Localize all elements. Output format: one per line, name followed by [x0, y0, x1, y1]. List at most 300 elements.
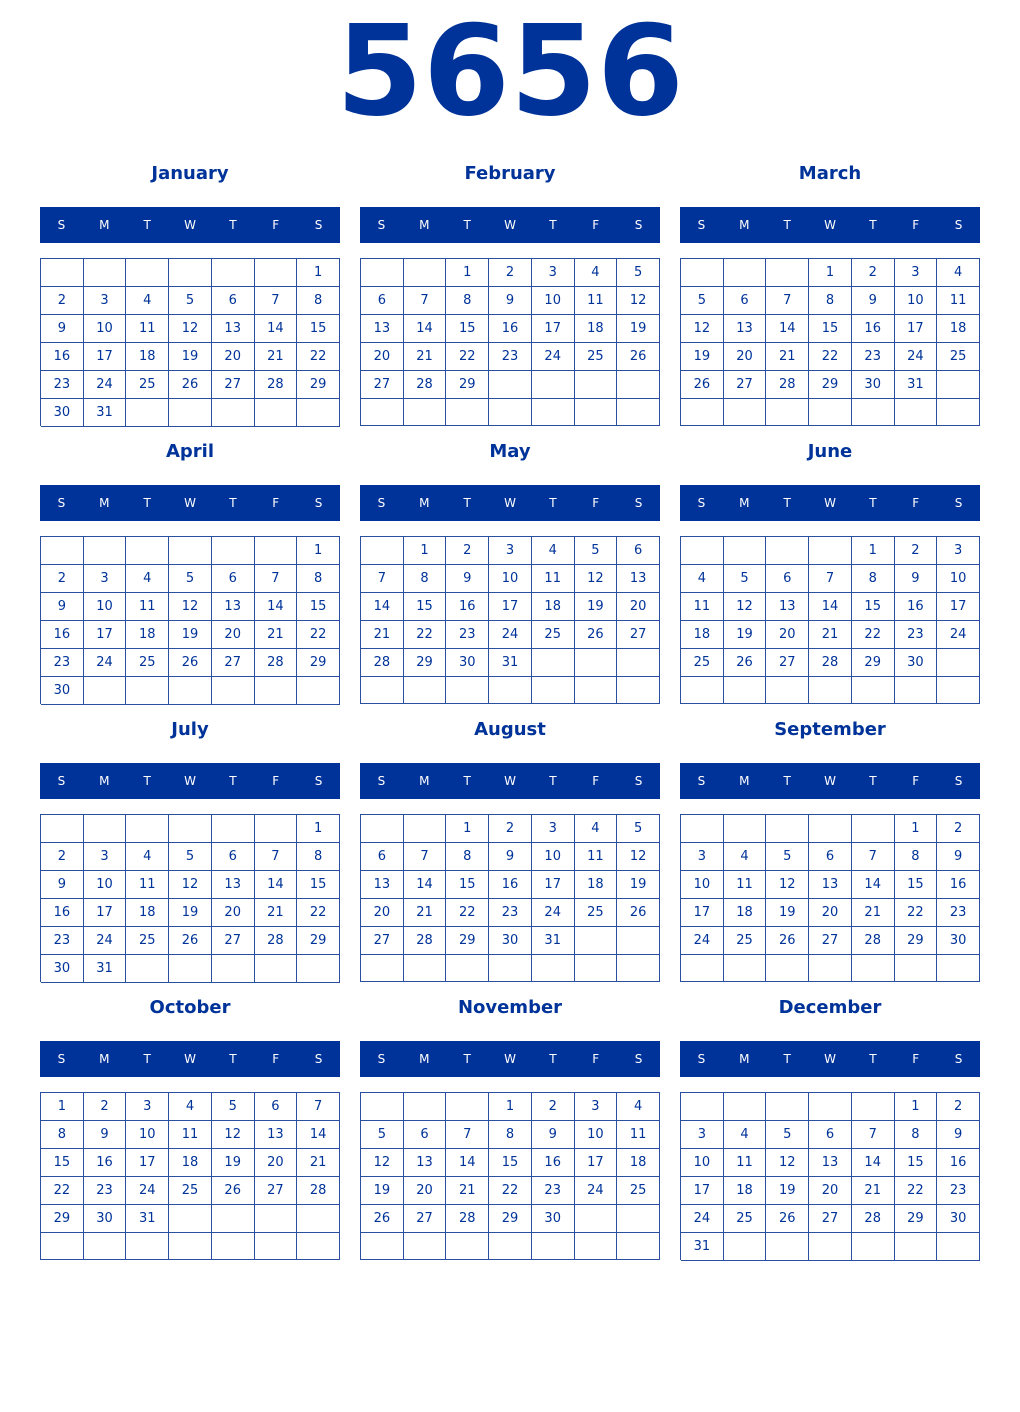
empty-day-cell	[361, 1233, 404, 1260]
day-cell: 27	[809, 1205, 852, 1233]
empty-day-cell	[532, 649, 575, 677]
day-cell: 21	[446, 1177, 489, 1205]
day-cell: 15	[489, 1149, 532, 1177]
empty-day-cell	[84, 537, 127, 565]
empty-day-cell	[212, 1205, 255, 1233]
day-cell: 31	[895, 371, 938, 399]
day-cell: 18	[724, 899, 767, 927]
empty-day-cell	[361, 399, 404, 426]
day-cell: 7	[852, 1121, 895, 1149]
day-cell: 22	[895, 1177, 938, 1205]
empty-day-cell	[84, 259, 127, 287]
weekday-label: T	[229, 496, 237, 510]
day-cell: 12	[169, 315, 212, 343]
day-cell: 14	[404, 871, 447, 899]
day-cell: 10	[937, 565, 980, 593]
weekday-label: F	[912, 218, 920, 232]
empty-day-cell	[681, 399, 724, 426]
day-cell: 9	[532, 1121, 575, 1149]
empty-day-cell	[446, 399, 489, 426]
day-cell: 1	[895, 815, 938, 843]
day-cell: 2	[41, 843, 84, 871]
empty-day-cell	[446, 955, 489, 982]
day-cell: 1	[297, 259, 340, 287]
day-cell: 19	[766, 1177, 809, 1205]
day-cell: 17	[532, 315, 575, 343]
weekday-label: T	[463, 1052, 471, 1066]
day-cell: 23	[489, 899, 532, 927]
day-cell: 20	[255, 1149, 298, 1177]
day-cell: 11	[575, 287, 618, 315]
day-cell: 27	[361, 371, 404, 399]
day-cell: 3	[126, 1093, 169, 1121]
day-cell: 17	[126, 1149, 169, 1177]
day-cell: 3	[681, 1121, 724, 1149]
empty-day-cell	[681, 815, 724, 843]
weekday-label: T	[869, 218, 877, 232]
day-cell: 17	[84, 343, 127, 371]
day-cell: 28	[404, 927, 447, 955]
day-cell: 11	[126, 871, 169, 899]
weekday-header	[680, 485, 980, 521]
day-cell: 14	[255, 593, 298, 621]
day-cell: 3	[681, 843, 724, 871]
weekday-label: F	[592, 218, 600, 232]
month-name: October	[149, 997, 231, 1018]
day-cell: 8	[404, 565, 447, 593]
empty-day-cell	[766, 399, 809, 426]
day-cell: 8	[297, 843, 340, 871]
empty-day-cell	[212, 1233, 255, 1260]
day-cell: 20	[617, 593, 660, 621]
empty-day-cell	[126, 259, 169, 287]
weekday-label: S	[697, 1052, 706, 1066]
weekday-label: T	[549, 218, 557, 232]
day-cell: 8	[809, 287, 852, 315]
weekday-label: M	[99, 1052, 110, 1066]
empty-day-cell	[724, 815, 767, 843]
month-name: July	[171, 719, 209, 740]
empty-day-cell	[895, 677, 938, 704]
empty-day-cell	[255, 399, 298, 427]
day-cell: 3	[84, 843, 127, 871]
weekday-label: T	[783, 218, 791, 232]
empty-day-cell	[724, 537, 767, 565]
day-cell: 16	[937, 871, 980, 899]
day-cell: 1	[489, 1093, 532, 1121]
month-name: January	[151, 163, 229, 184]
empty-day-cell	[169, 677, 212, 705]
month-name: December	[778, 997, 882, 1018]
empty-day-cell	[297, 1205, 340, 1233]
day-cell: 12	[169, 871, 212, 899]
day-cell: 23	[41, 649, 84, 677]
day-cell: 1	[404, 537, 447, 565]
day-cell: 5	[575, 537, 618, 565]
day-cell: 13	[617, 565, 660, 593]
day-cell: 27	[212, 649, 255, 677]
day-cell: 23	[84, 1177, 127, 1205]
empty-day-cell	[937, 1233, 980, 1261]
empty-day-cell	[404, 955, 447, 982]
day-cell: 9	[41, 315, 84, 343]
empty-day-cell	[84, 1233, 127, 1260]
day-cell: 29	[41, 1205, 84, 1233]
weekday-label: S	[377, 218, 386, 232]
day-cell: 27	[809, 927, 852, 955]
empty-day-cell	[724, 955, 767, 982]
day-cell: 8	[895, 843, 938, 871]
empty-day-cell	[681, 259, 724, 287]
weekday-label: F	[272, 218, 280, 232]
empty-day-cell	[212, 537, 255, 565]
empty-day-cell	[532, 955, 575, 982]
empty-day-cell	[361, 537, 404, 565]
day-cell: 12	[617, 287, 660, 315]
weekday-label: T	[143, 1052, 151, 1066]
day-cell: 29	[852, 649, 895, 677]
day-cell: 10	[532, 843, 575, 871]
empty-day-cell	[724, 399, 767, 426]
weekday-label: W	[504, 218, 516, 232]
empty-day-cell	[126, 399, 169, 427]
day-cell: 26	[617, 343, 660, 371]
empty-day-cell	[852, 677, 895, 704]
weekday-label: M	[419, 774, 430, 788]
day-cell: 30	[41, 955, 84, 983]
day-cell: 22	[852, 621, 895, 649]
day-cell: 18	[724, 1177, 767, 1205]
day-cell: 24	[895, 343, 938, 371]
day-cell: 28	[852, 1205, 895, 1233]
empty-day-cell	[255, 259, 298, 287]
day-cell: 1	[852, 537, 895, 565]
day-cell: 25	[575, 343, 618, 371]
month-name: June	[807, 441, 853, 462]
weekday-header	[40, 207, 340, 243]
day-cell: 22	[297, 899, 340, 927]
day-cell: 12	[617, 843, 660, 871]
day-cell: 17	[489, 593, 532, 621]
day-cell: 28	[255, 927, 298, 955]
day-cell: 10	[575, 1121, 618, 1149]
weekday-label: M	[419, 1052, 430, 1066]
empty-day-cell	[766, 1233, 809, 1261]
weekday-label: F	[912, 774, 920, 788]
day-grid	[680, 258, 980, 426]
weekday-header	[360, 485, 660, 521]
day-cell: 6	[255, 1093, 298, 1121]
day-cell: 14	[255, 871, 298, 899]
day-cell: 27	[617, 621, 660, 649]
weekday-label: T	[463, 774, 471, 788]
empty-day-cell	[126, 955, 169, 983]
day-cell: 10	[84, 315, 127, 343]
weekday-label: S	[377, 1052, 386, 1066]
day-cell: 7	[297, 1093, 340, 1121]
month-name: March	[798, 163, 862, 184]
day-cell: 24	[84, 649, 127, 677]
day-cell: 28	[852, 927, 895, 955]
weekday-label: S	[314, 774, 323, 788]
day-cell: 3	[84, 565, 127, 593]
day-cell: 18	[575, 315, 618, 343]
day-cell: 6	[809, 843, 852, 871]
day-cell: 1	[446, 259, 489, 287]
day-cell: 19	[361, 1177, 404, 1205]
day-cell: 7	[404, 287, 447, 315]
day-cell: 22	[297, 343, 340, 371]
day-cell: 30	[84, 1205, 127, 1233]
day-cell: 25	[575, 899, 618, 927]
empty-day-cell	[404, 1233, 447, 1260]
day-cell: 5	[212, 1093, 255, 1121]
day-cell: 21	[361, 621, 404, 649]
day-cell: 5	[617, 259, 660, 287]
empty-day-cell	[532, 399, 575, 426]
day-cell: 11	[724, 1149, 767, 1177]
weekday-label: S	[634, 774, 643, 788]
day-cell: 17	[84, 899, 127, 927]
weekday-label: M	[419, 218, 430, 232]
empty-day-cell	[169, 1205, 212, 1233]
day-cell: 24	[575, 1177, 618, 1205]
empty-day-cell	[532, 677, 575, 704]
weekday-label: F	[272, 1052, 280, 1066]
weekday-header	[40, 485, 340, 521]
day-cell: 15	[297, 593, 340, 621]
month-name: November	[457, 997, 563, 1018]
weekday-label: S	[377, 774, 386, 788]
day-cell: 25	[937, 343, 980, 371]
day-cell: 18	[617, 1149, 660, 1177]
empty-day-cell	[169, 1233, 212, 1260]
day-cell: 15	[809, 315, 852, 343]
day-cell: 20	[212, 621, 255, 649]
weekday-label: S	[954, 218, 963, 232]
day-cell: 7	[361, 565, 404, 593]
day-cell: 21	[404, 343, 447, 371]
weekday-label: F	[912, 1052, 920, 1066]
day-cell: 22	[446, 343, 489, 371]
weekday-label: W	[824, 774, 836, 788]
empty-day-cell	[617, 955, 660, 982]
weekday-label: S	[314, 1052, 323, 1066]
day-grid	[40, 536, 340, 704]
weekday-label: S	[57, 1052, 66, 1066]
weekday-label: W	[824, 496, 836, 510]
weekday-label: F	[592, 496, 600, 510]
day-cell: 5	[361, 1121, 404, 1149]
day-cell: 4	[126, 287, 169, 315]
day-cell: 23	[852, 343, 895, 371]
day-cell: 6	[809, 1121, 852, 1149]
weekday-label: T	[143, 496, 151, 510]
day-cell: 18	[126, 899, 169, 927]
day-cell: 5	[766, 1121, 809, 1149]
day-cell: 30	[532, 1205, 575, 1233]
day-cell: 6	[724, 287, 767, 315]
empty-day-cell	[446, 1093, 489, 1121]
day-cell: 9	[489, 287, 532, 315]
day-cell: 22	[446, 899, 489, 927]
empty-day-cell	[532, 371, 575, 399]
day-cell: 20	[212, 343, 255, 371]
weekday-label: F	[592, 774, 600, 788]
weekday-label: T	[549, 774, 557, 788]
weekday-label: T	[783, 1052, 791, 1066]
day-cell: 12	[766, 1149, 809, 1177]
weekday-label: T	[783, 496, 791, 510]
empty-day-cell	[895, 1233, 938, 1261]
day-grid	[40, 1092, 340, 1260]
day-cell: 4	[937, 259, 980, 287]
day-cell: 6	[766, 565, 809, 593]
weekday-label: T	[783, 774, 791, 788]
empty-day-cell	[852, 1093, 895, 1121]
day-cell: 15	[852, 593, 895, 621]
day-cell: 28	[255, 649, 298, 677]
empty-day-cell	[532, 1233, 575, 1260]
empty-day-cell	[809, 1233, 852, 1261]
day-cell: 19	[681, 343, 724, 371]
day-cell: 19	[617, 315, 660, 343]
day-cell: 30	[446, 649, 489, 677]
day-cell: 26	[169, 649, 212, 677]
day-cell: 19	[169, 343, 212, 371]
day-grid	[680, 1092, 980, 1260]
empty-day-cell	[361, 955, 404, 982]
day-cell: 11	[169, 1121, 212, 1149]
weekday-label: S	[697, 496, 706, 510]
day-cell: 14	[446, 1149, 489, 1177]
day-cell: 17	[575, 1149, 618, 1177]
day-cell: 30	[852, 371, 895, 399]
empty-day-cell	[489, 1233, 532, 1260]
day-cell: 8	[489, 1121, 532, 1149]
day-cell: 24	[532, 899, 575, 927]
day-cell: 16	[489, 315, 532, 343]
day-cell: 21	[766, 343, 809, 371]
empty-day-cell	[489, 399, 532, 426]
day-cell: 8	[446, 287, 489, 315]
day-cell: 6	[212, 843, 255, 871]
day-cell: 24	[84, 371, 127, 399]
empty-day-cell	[255, 677, 298, 705]
empty-day-cell	[212, 815, 255, 843]
day-cell: 31	[681, 1233, 724, 1261]
day-cell: 14	[852, 1149, 895, 1177]
day-cell: 26	[212, 1177, 255, 1205]
weekday-label: M	[739, 774, 750, 788]
day-cell: 24	[126, 1177, 169, 1205]
empty-day-cell	[575, 399, 618, 426]
weekday-label: S	[697, 218, 706, 232]
empty-day-cell	[681, 955, 724, 982]
day-cell: 26	[617, 899, 660, 927]
empty-day-cell	[852, 1233, 895, 1261]
day-cell: 12	[766, 871, 809, 899]
day-cell: 2	[84, 1093, 127, 1121]
empty-day-cell	[126, 815, 169, 843]
day-cell: 1	[809, 259, 852, 287]
weekday-header	[40, 1041, 340, 1077]
empty-day-cell	[766, 677, 809, 704]
day-cell: 25	[126, 927, 169, 955]
day-cell: 23	[532, 1177, 575, 1205]
empty-day-cell	[809, 1093, 852, 1121]
empty-day-cell	[255, 815, 298, 843]
day-grid	[360, 258, 660, 426]
day-cell: 26	[575, 621, 618, 649]
month-name: May	[489, 441, 531, 462]
day-cell: 21	[852, 899, 895, 927]
empty-day-cell	[255, 1233, 298, 1260]
empty-day-cell	[809, 399, 852, 426]
weekday-label: S	[314, 218, 323, 232]
empty-day-cell	[297, 1233, 340, 1260]
day-cell: 4	[126, 565, 169, 593]
weekday-label: T	[549, 1052, 557, 1066]
day-cell: 11	[126, 593, 169, 621]
day-cell: 12	[212, 1121, 255, 1149]
day-cell: 2	[446, 537, 489, 565]
day-cell: 10	[84, 871, 127, 899]
day-cell: 1	[297, 815, 340, 843]
empty-day-cell	[937, 399, 980, 426]
empty-day-cell	[575, 927, 618, 955]
day-cell: 13	[212, 593, 255, 621]
day-cell: 14	[404, 315, 447, 343]
day-cell: 31	[84, 955, 127, 983]
weekday-label: S	[377, 496, 386, 510]
empty-day-cell	[617, 1205, 660, 1233]
day-cell: 10	[532, 287, 575, 315]
weekday-label: S	[634, 1052, 643, 1066]
day-cell: 21	[297, 1149, 340, 1177]
empty-day-cell	[766, 815, 809, 843]
day-cell: 6	[404, 1121, 447, 1149]
day-cell: 30	[895, 649, 938, 677]
day-cell: 28	[446, 1205, 489, 1233]
day-cell: 8	[895, 1121, 938, 1149]
day-cell: 3	[895, 259, 938, 287]
weekday-label: T	[869, 496, 877, 510]
day-cell: 20	[212, 899, 255, 927]
empty-day-cell	[617, 927, 660, 955]
empty-day-cell	[446, 1233, 489, 1260]
day-cell: 4	[724, 1121, 767, 1149]
day-cell: 26	[724, 649, 767, 677]
empty-day-cell	[895, 399, 938, 426]
weekday-label: T	[869, 774, 877, 788]
day-cell: 27	[404, 1205, 447, 1233]
day-grid	[40, 258, 340, 426]
day-cell: 23	[41, 927, 84, 955]
empty-day-cell	[766, 537, 809, 565]
empty-day-cell	[361, 1093, 404, 1121]
month-name: February	[464, 163, 556, 184]
day-cell: 14	[809, 593, 852, 621]
day-cell: 19	[169, 899, 212, 927]
empty-day-cell	[126, 1233, 169, 1260]
day-grid	[40, 814, 340, 982]
day-cell: 4	[575, 815, 618, 843]
day-cell: 13	[809, 871, 852, 899]
day-cell: 29	[404, 649, 447, 677]
day-cell: 23	[41, 371, 84, 399]
day-cell: 20	[724, 343, 767, 371]
